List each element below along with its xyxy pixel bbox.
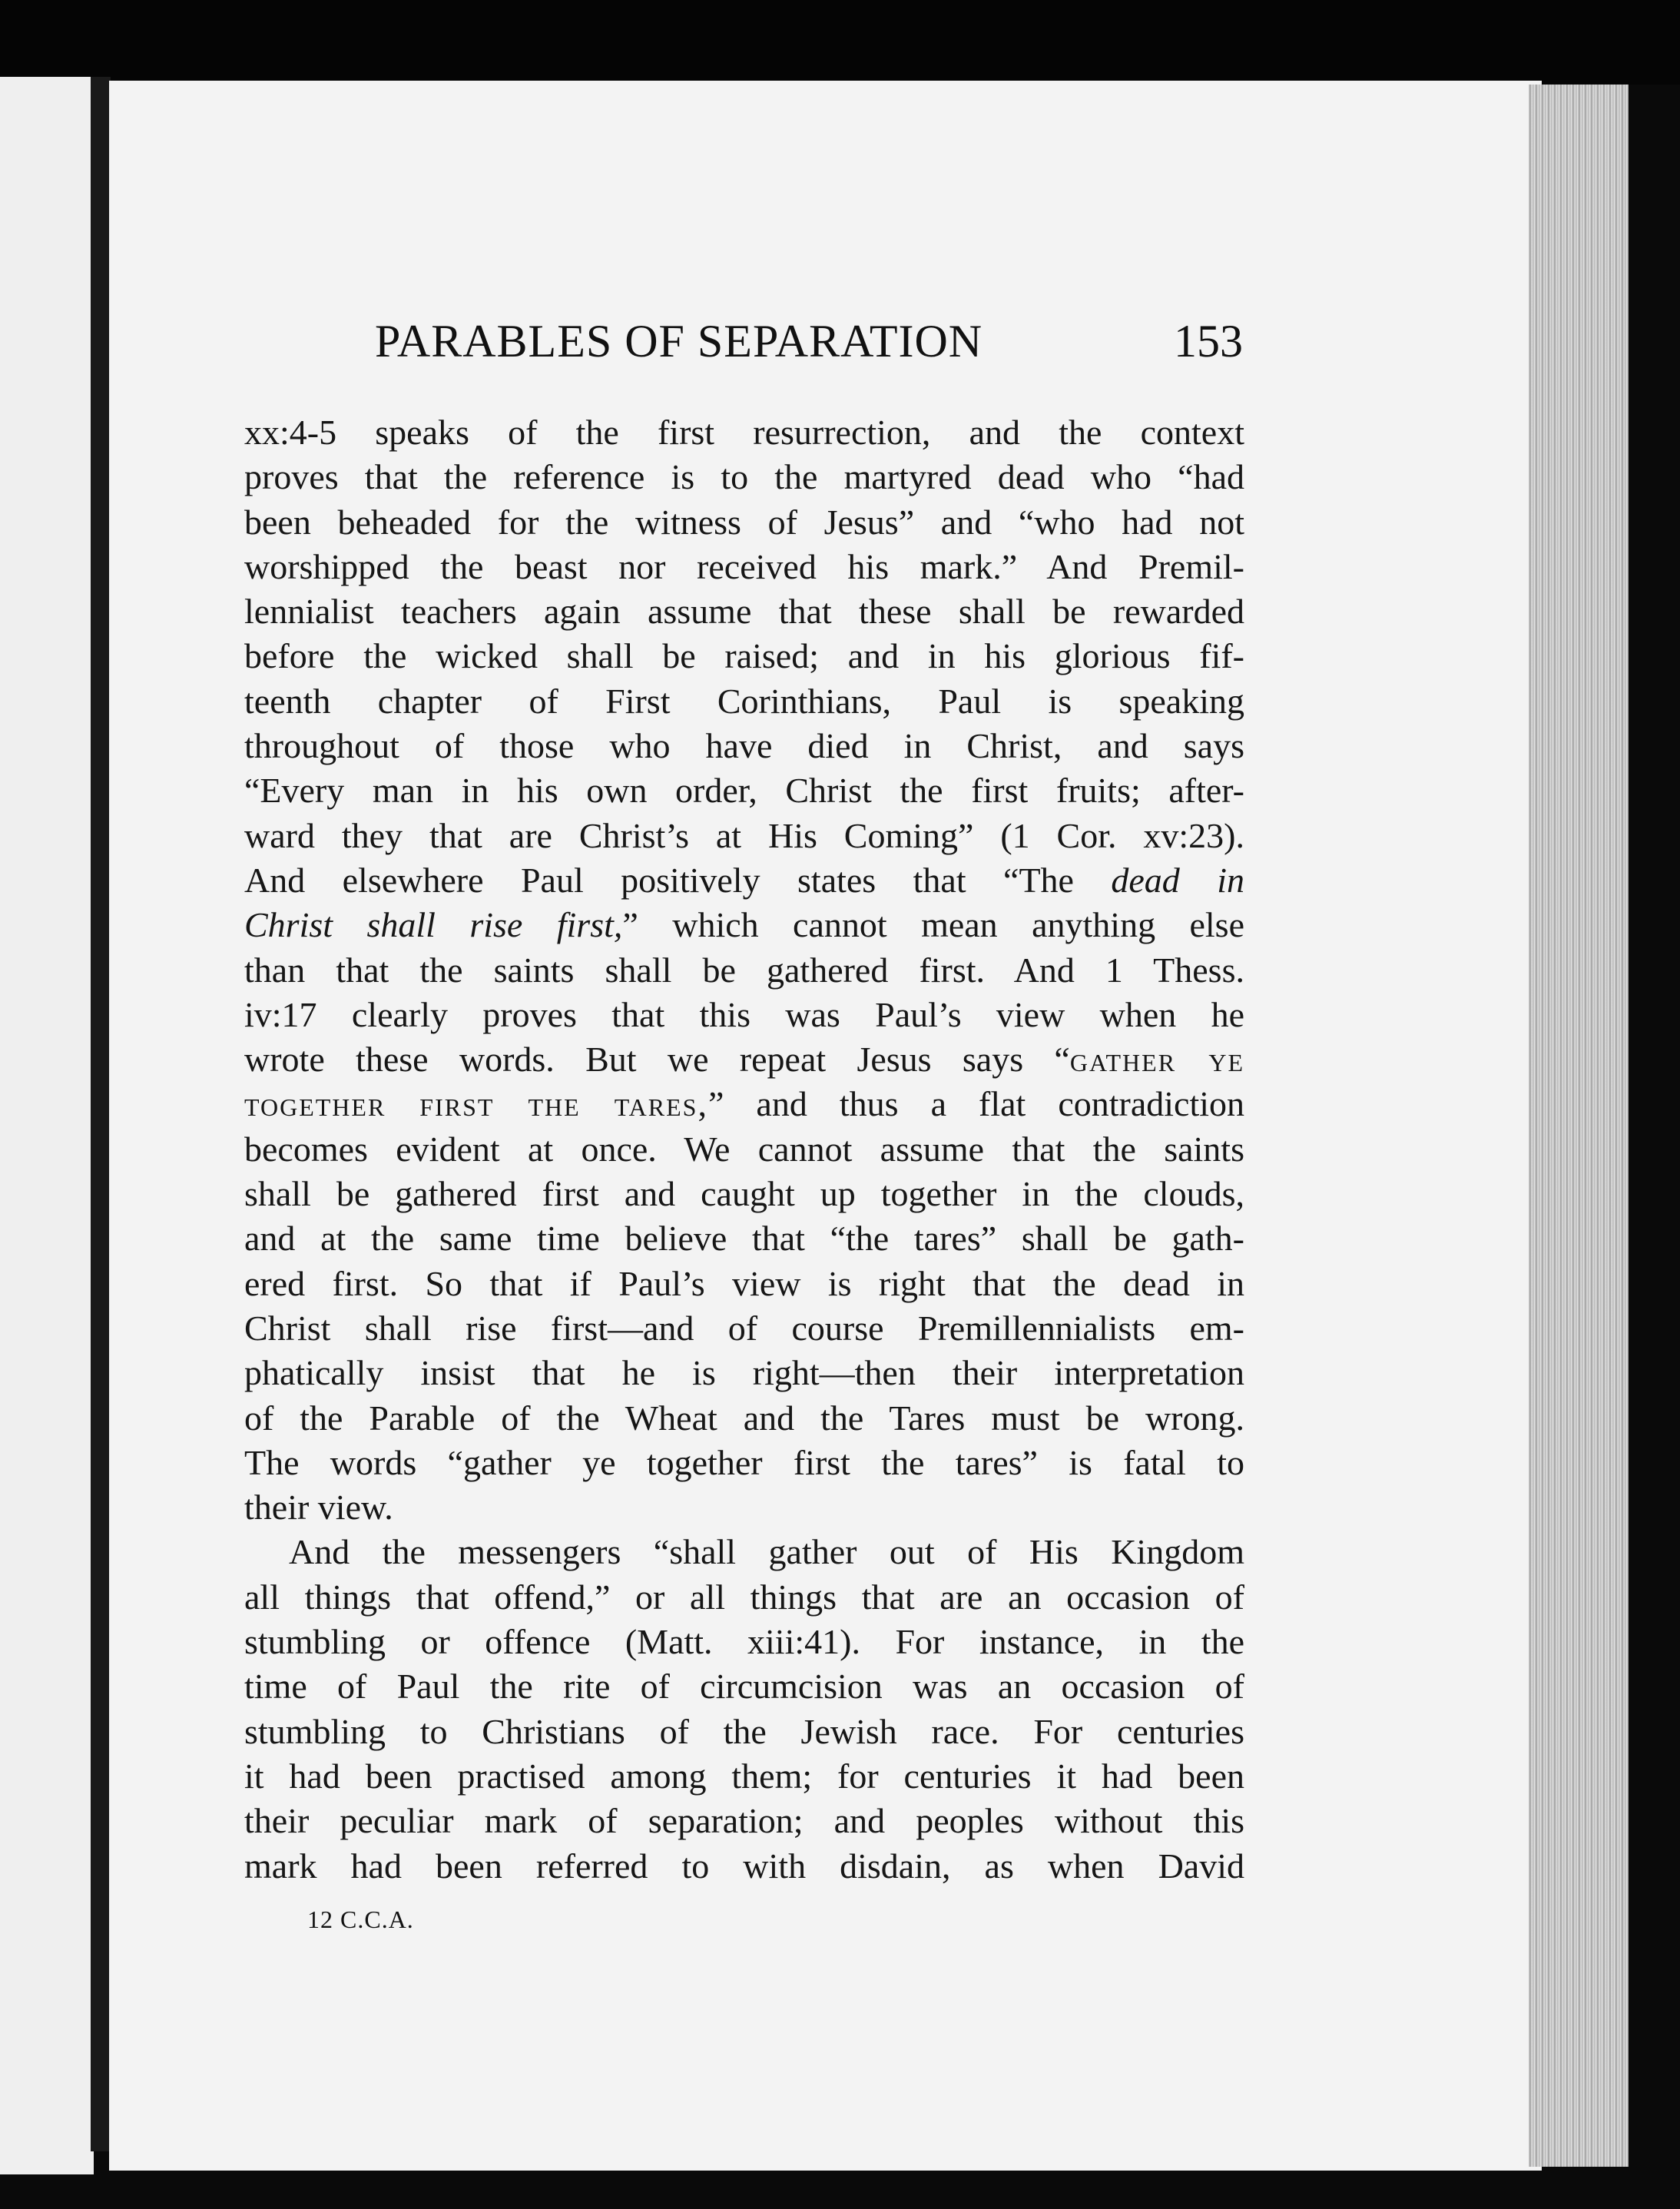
text-line xyxy=(244,410,1244,455)
text-line xyxy=(244,1216,1244,1261)
text-line xyxy=(244,1396,1244,1441)
text-line xyxy=(244,1037,1244,1082)
text-segment: their peculiar mark of separation; and peoples without this xyxy=(244,1801,1244,1841)
text-line xyxy=(244,634,1244,678)
book-gutter xyxy=(91,77,111,2151)
page-fore-edge xyxy=(1529,85,1629,2167)
text-line xyxy=(244,724,1244,768)
text-line xyxy=(244,1127,1244,1172)
text-line xyxy=(244,858,1244,903)
text-segment: ” and thus a flat contradiction xyxy=(707,1084,1245,1124)
text-segment: throughout of those who have died in Christ, and says xyxy=(244,726,1244,766)
text-segment: worshipped the beast nor received his mark.” And Premil- xyxy=(244,546,1244,586)
text-segment: And elsewhere Paul positively states that “The xyxy=(244,860,1112,900)
text-segment: shall be gathered first and caught up together in the clouds, xyxy=(244,1174,1244,1214)
text-line xyxy=(244,1799,1244,1843)
running-title: PARABLES OF SEPARATION xyxy=(375,316,983,367)
text-segment: than that the saints shall be gathered first. And 1 Thess. xyxy=(244,950,1244,990)
text-line xyxy=(244,1844,1244,1889)
text-segment: stumbling or offence (Matt. xiii:41). For instance, in the xyxy=(244,1622,1244,1662)
text-line xyxy=(244,1082,1244,1126)
text-segment: wrote these words. But we repeat Jesus says “ xyxy=(244,1040,1070,1080)
text-segment: it had been practised among them; for centuries it had been xyxy=(244,1756,1244,1796)
text-line xyxy=(244,1306,1244,1351)
text-segment: lennialist teachers again assume that these shall be rewarded xyxy=(244,592,1244,632)
text-segment: And the messengers “shall gather out of His Kingdom xyxy=(289,1532,1244,1572)
text-line xyxy=(244,1172,1244,1216)
text-line xyxy=(244,455,1244,499)
small-caps-text: gather ye xyxy=(1069,1040,1245,1080)
text-line xyxy=(244,1262,1244,1306)
text-segment: all things that offend,” or all things that are an occasion of xyxy=(244,1577,1244,1617)
text-line xyxy=(244,1754,1244,1799)
text-line xyxy=(244,1485,1244,1530)
text-segment: ” which cannot mean anything else xyxy=(622,905,1244,945)
italic-text: Christ shall rise first, xyxy=(244,905,623,945)
text-line xyxy=(244,1664,1244,1709)
text-segment: ered first. So that if Paul’s view is right that the dead in xyxy=(244,1263,1244,1303)
page-number: 153 xyxy=(1174,316,1243,367)
text-line xyxy=(244,903,1244,947)
text-segment: The words “gather ye together first the tares” is fatal to xyxy=(244,1442,1244,1482)
text-line xyxy=(244,500,1244,545)
running-head xyxy=(375,315,1243,376)
text-line xyxy=(244,993,1244,1037)
text-segment: of the Parable of the Wheat and the Tares must be wrong. xyxy=(244,1398,1244,1438)
text-segment: Christ shall rise first—and of course Premillennialists em- xyxy=(244,1308,1244,1348)
text-segment: proves that the reference is to the martyred dead who “had xyxy=(244,457,1244,497)
text-line xyxy=(244,1575,1244,1620)
signature-mark: 12 C.C.A. xyxy=(307,1906,414,1933)
text-line xyxy=(244,1620,1244,1664)
text-segment: becomes evident at once. We cannot assume that the saints xyxy=(244,1129,1244,1169)
text-line xyxy=(244,1530,1244,1574)
text-line xyxy=(244,1441,1244,1485)
text-segment: phatically insist that he is right—then their interpretation xyxy=(244,1353,1244,1393)
text-segment: iv:17 clearly proves that this was Paul’s view when he xyxy=(244,994,1244,1034)
text-segment: and at the same time believe that “the tares” shall be gath- xyxy=(244,1219,1244,1259)
text-line xyxy=(244,814,1244,858)
text-line xyxy=(244,545,1244,589)
scan-background xyxy=(0,0,1680,85)
text-segment: ward they that are Christ’s at His Coming” (1 Cor. xv:23). xyxy=(244,815,1244,855)
text-segment: before the wicked shall be raised; and in his glorious fif- xyxy=(244,636,1244,676)
text-line xyxy=(244,1351,1244,1395)
text-line xyxy=(244,589,1244,634)
text-line xyxy=(244,948,1244,993)
text-line xyxy=(244,1710,1244,1754)
text-segment: teenth chapter of First Corinthians, Paul is speaking xyxy=(244,681,1244,721)
text-segment: mark had been referred to with disdain, as when David xyxy=(244,1846,1244,1886)
body-text xyxy=(244,410,1244,1889)
text-segment: stumbling to Christians of the Jewish race. For centuries xyxy=(244,1711,1244,1751)
text-line xyxy=(244,768,1244,813)
italic-text: dead in xyxy=(1111,860,1244,900)
text-segment: “Every man in his own order, Christ the first fruits; after- xyxy=(244,771,1244,811)
text-segment: been beheaded for the witness of Jesus” and “who had not xyxy=(244,502,1244,542)
text-segment: xx:4-5 speaks of the first resurrection, and the context xyxy=(244,413,1244,452)
text-segment: their view. xyxy=(244,1488,393,1527)
small-caps-text: together first the tares, xyxy=(244,1084,708,1124)
text-line xyxy=(244,679,1244,724)
facing-page-edge xyxy=(0,77,94,2174)
text-segment: time of Paul the rite of circumcision was an occasion of xyxy=(244,1667,1244,1707)
